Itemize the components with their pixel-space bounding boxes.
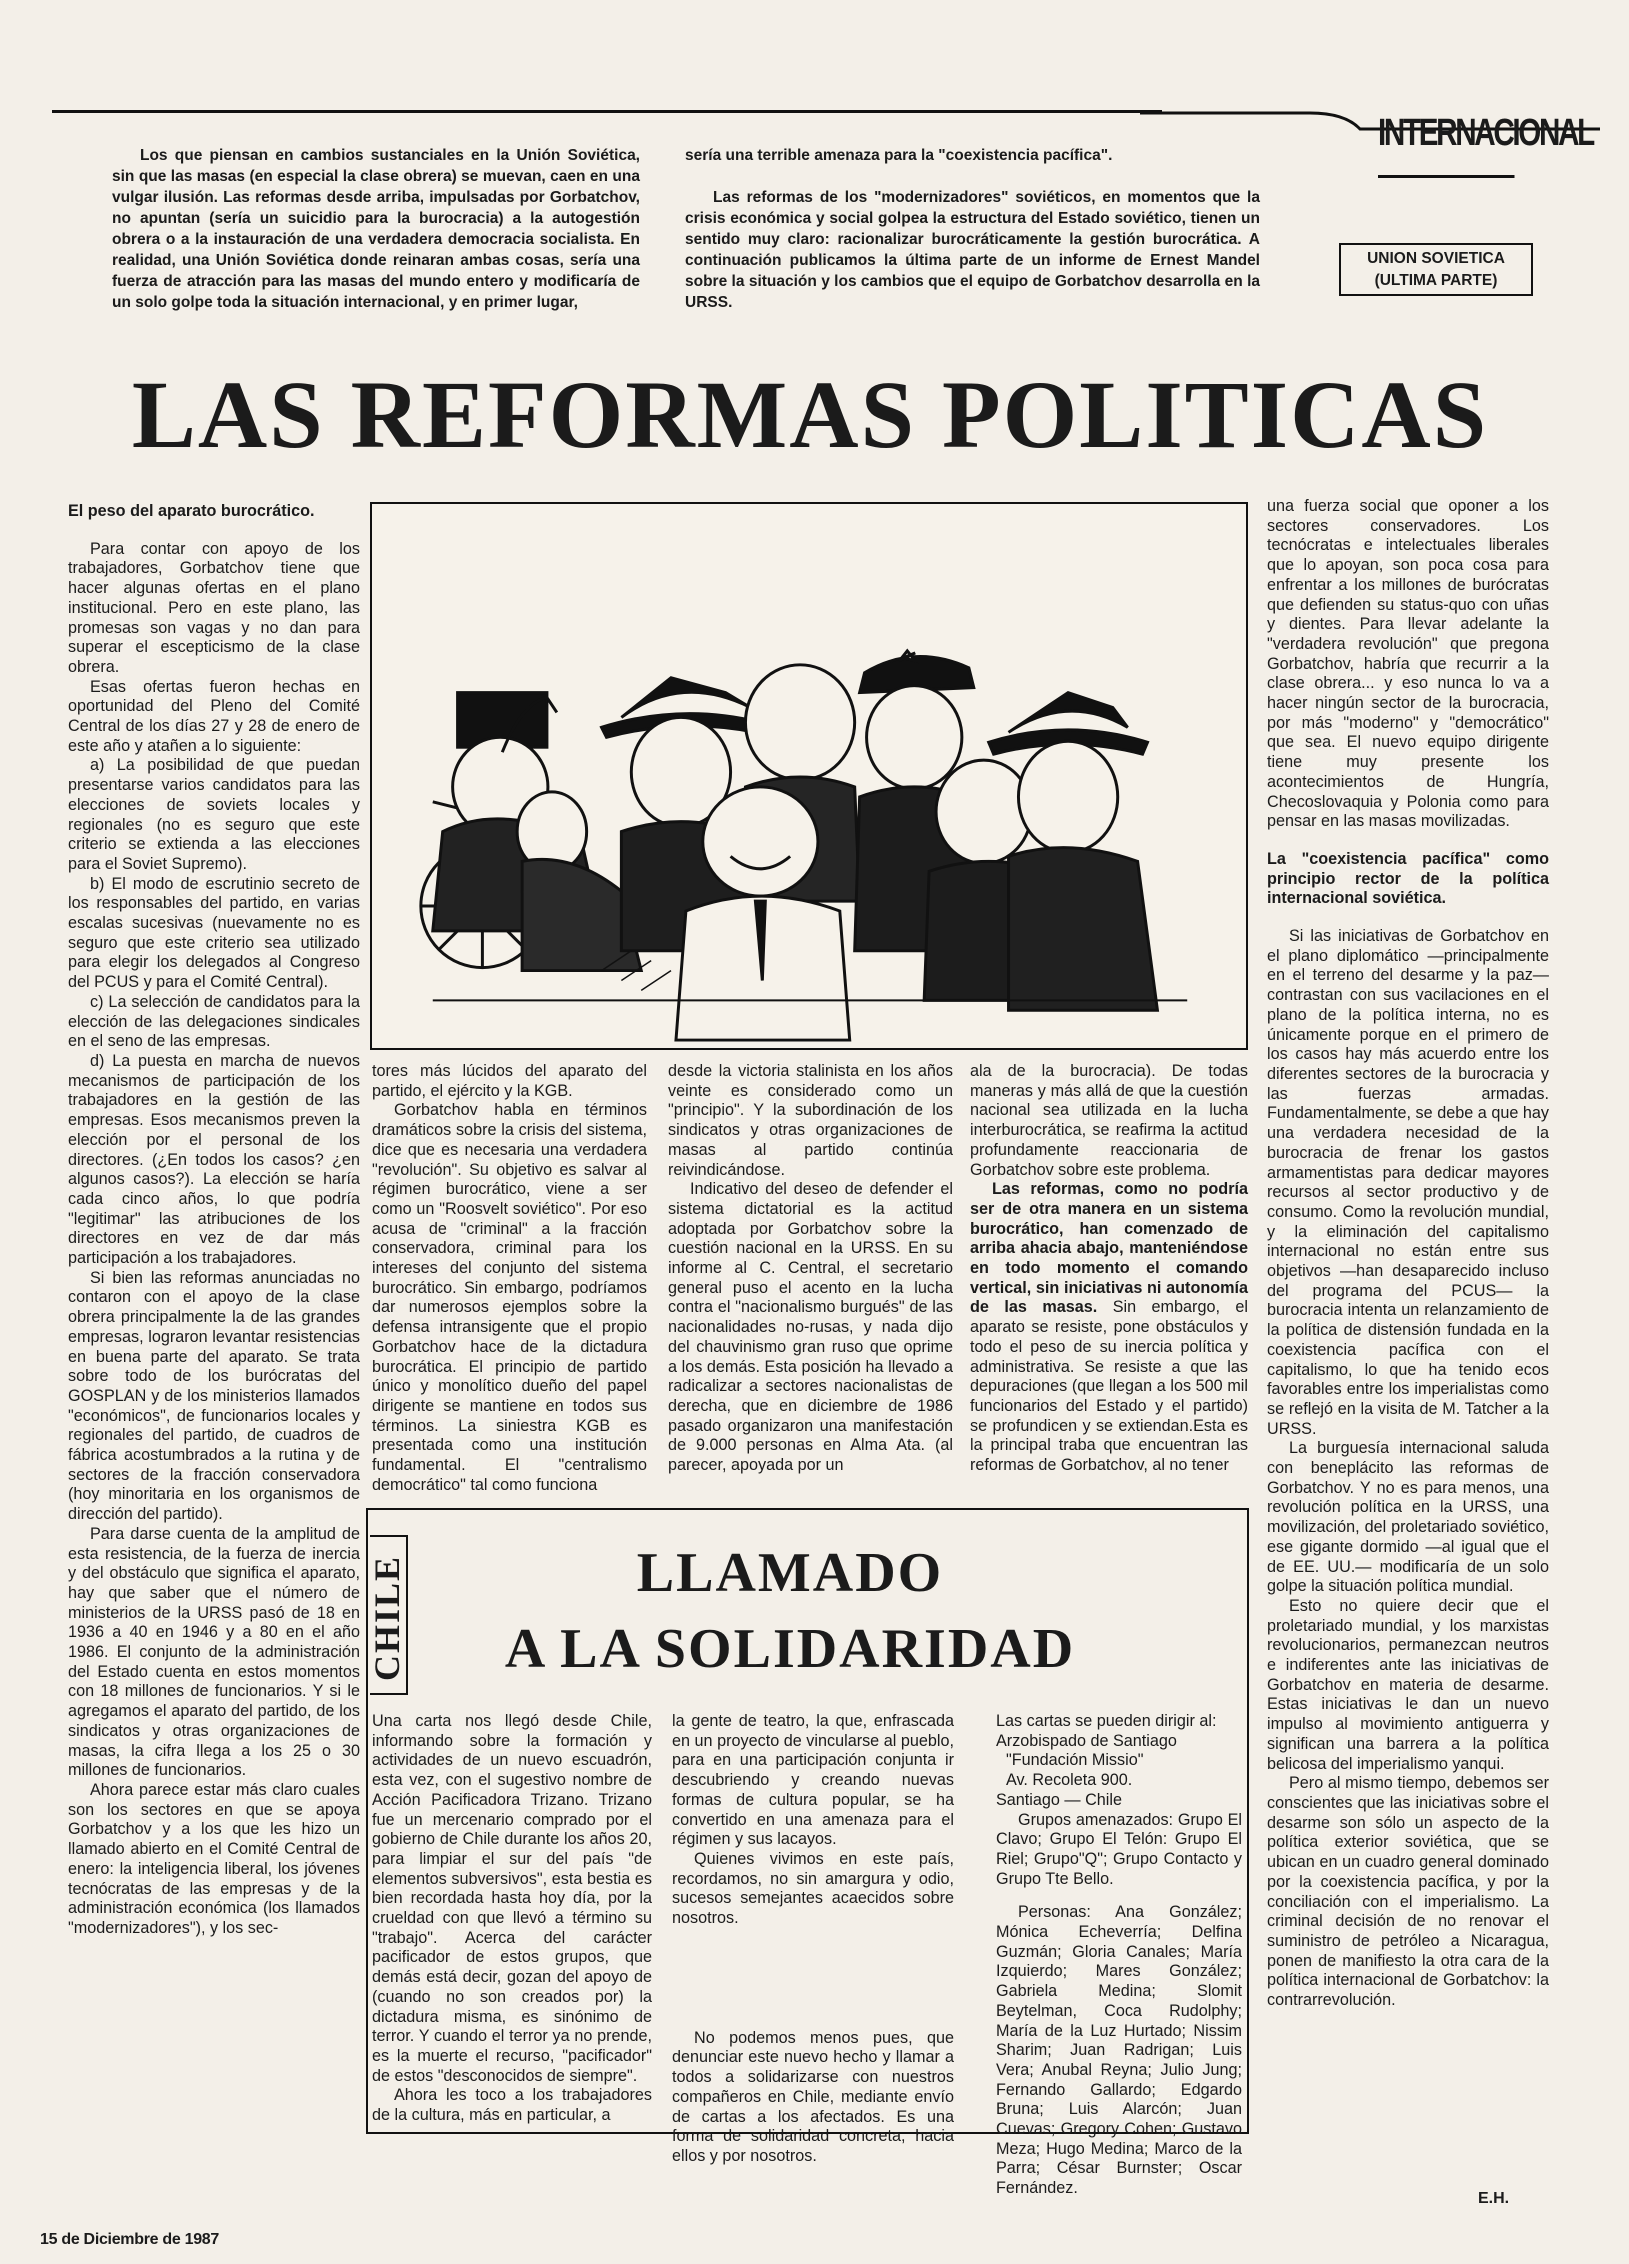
address-line: Las cartas se pueden dirigir al: [996, 1712, 1217, 1730]
section-tag: INTERNACIONAL [1378, 112, 1515, 178]
paragraph: Ahora parece estar más claro cuales son los sectores en que se apoya Gorbatchov y a los que les hizo un llamado abierto en el Comité Central de enero: la inteligencia liberal, los jóvenes tecnócratas de las empresas y de la administración económica (los llamados "modernizadores"), y los sec- [68, 1781, 360, 1937]
intro-right-para: sería una terrible amenaza para la "coexistencia pacífica". [685, 147, 1113, 164]
paragraph: tores más lúcidos del aparato del partido, el ejército y la KGB. [372, 1062, 647, 1100]
paragraph: Para darse cuenta de la amplitud de esta resistencia, de la fuerza de inercia y del obstáculo que significa el aparato, hay que saber que el número de ministerios de la URSS pasó de 18 en 1936 a 40 en 1946 y a 80 en el año 1986. El conjunto de la administración del Estado cuenta en estos momentos con 18 millones de funcionarios. Y si le agregamos el aparato del partido, de los sindicatos y otras organizaciones de masas, la cifra llega a los 25 o 30 millones de funcionarios. [68, 1524, 360, 1780]
article-column-4 [970, 1062, 1248, 1492]
intro-left: Los que piensan en cambios sustanciales en la Unión Soviética, sin que las masas (en especial la clase obrera) se muevan, caen en una vulgar ilusión. Las reformas desde arriba, impulsadas por Gorbatchov, no apuntan (sería un suicidio para la burocracia) a la autogestión obrera o a la instauración de una verdadera democracia socialista. En realidad, una Unión Soviética donde reinaran ambas cosas, sería una fuerza de atracción para las masas del mundo entero y modificaría de un solo golpe toda la situación internacional, y en primer lugar, [112, 147, 640, 311]
subhead: La "coexistencia pacífica" como principio rector de la política internacional soviética. [1267, 849, 1549, 908]
chile-title-line: A LA SOLIDARIDAD [504, 1618, 1076, 1680]
paragraph: c) La selección de candidatos para la elección de las delegaciones sindicales en el seno de las empresas. [68, 992, 360, 1051]
chile-column-1 [372, 1712, 652, 2125]
address-line: Arzobispado de Santiago [996, 1731, 1177, 1750]
article-column-2 [372, 1062, 647, 1492]
chile-title [470, 1535, 1110, 1687]
intro-right-para: Las reformas de los "modernizadores" soviéticos, en momentos que la crisis económica y social golpea la estructura del Estado soviético, tienen un sentido muy claro: racionalizar burocráticamente la gestión burocrática. A continuación publicamos la última parte de un informe de Ernest Mandel sobre la situación y los cambios que el equipo de Gorbatchov desarrolla en la URSS. [685, 189, 1260, 311]
cartoon-drawing [372, 504, 1246, 1048]
paragraph: Una carta nos llegó desde Chile, informando sobre la formación y actividades de un nuevo escuadrón, esta vez, con el sugestivo nombre de Acción Pacificadora Trizano. Trizano fue un mercenario comprado por el gobierno de Chile durante los años 20, para limpiar el sur del país "de elementos subversivos", esta bestia es bien recordada hasta hoy día, por la crueldad con que llevó a término su "trabajo". Acerca del carácter pacificador de estos grupos, que demás está decir, gozan del apoyo de (cuando no son creados por) la dictadura misma, es sinónimo de terror. Y cuando el terror ya no prende, es la muerte el recurso, "pacificador" de estos "desconocidos de siempre". [372, 1712, 652, 2085]
series-line: (ULTIMA PARTE) [1374, 272, 1498, 289]
paragraph: la gente de teatro, la que, enfrascada en un proyecto de vincularse al pueblo, para en una participación conjunta ir descubriendo y creando nuevas formas de cultura popular, se ha convertido en una amenaza para el régimen y sus lacayos. [672, 1712, 954, 1849]
chile-column-2 [672, 1712, 954, 2165]
paragraph: Grupos amenazados: Grupo El Clavo; Grupo El Telón: Grupo El Riel; Grupo"Q"; Grupo Contacto y Grupo Tte Bello. [996, 1810, 1242, 1888]
subhead: El peso del aparato burocrático. [68, 502, 315, 520]
paragraph: Pero al mismo tiempo, debemos ser conscientes que las iniciativas sobre el desarme son sólo un aspecto de la política exterior soviética, que se ubican en un cuadro general dominado por la coexistencia pacífica, y por la conciliación con el imperialismo. La criminal decisión de no renovar el suministro de petróleo a Nicaragua, ponen de manifiesto la otra cara de la política internacional de Gorbatchov: la contrarrevolución. [1267, 1774, 1549, 2010]
top-rule [52, 110, 1162, 113]
article-column-1 [68, 502, 360, 2207]
page-date: 15 de Diciembre de 1987 [40, 2231, 219, 2248]
paragraph: d) La puesta en marcha de nuevos mecanismos de participación de los trabajadores en la gestión de las empresas. Esos mecanismos preven la elección por el personal de los directores. (¿En todos los casos? ¿en algunos casos?). La elección se haría cada cinco años, lo que podría "legitimar" las atribuciones de los directores en vez de dar más participación a los trabajadores. [68, 1051, 360, 1268]
paragraph: una fuerza social que oponer a los sectores conservadores. Los tecnócratas e intelectuales liberales que lo apoyan, son poca cosa para enfrentar a los millones de burócratas que defienden su status-quo con uñas y dientes. Para llevar adelante la "verdadera revolución" que pregona Gorbatchov, habría que recurrir a la clase obrera... y eso nunca lo va a hacer ningún sector de la burocracia, por más "moderno" y "democrático" que sea. El nuevo equipo dirigente tiene muy presente los acontecimientos de Hungría, Checoslovaquia y Polonia como para pensar en las masas movilizadas. [1267, 497, 1549, 831]
paragraph: La burguesía internacional saluda con beneplácito las reformas de Gorbatchov. Y no es para menos, una revolución política en la URSS, una movilización, del proletariado soviético, ese gigante dormido —al igual que el de EE. UU.— modificaría de un solo golpe la situación política mundial. [1267, 1439, 1549, 1596]
cartoon-illustration [370, 502, 1248, 1050]
address-line: Santiago — Chile [996, 1790, 1122, 1809]
paragraph: Ahora les toco a los trabajadores de la cultura, más en particular, a [372, 2086, 652, 2125]
headline: LAS REFORMAS POLITICAS [131, 361, 1489, 468]
address-line: "Fundación Missio" [1006, 1751, 1144, 1770]
paragraph: Si las iniciativas de Gorbatchov en el plano diplomático —principalmente en el terreno del desarme y la paz— contrastan con sus vacilaciones en el plano de la política interna, no es únicamente porque en el primero de los casos hay más acuerdo entre los diferentes sectores de la burocracia y las fuerzas armadas. Fundamentalmente, se debe a que hay una verdadera necesidad de la burocracia de frenar los gastos armamentistas para dedicar mayores recursos al sector productivo y de consumo. Como la revolución mundial, y la eliminación del capitalismo internacional no están entre sus objetivos —han desaparecido incluso del programa del PCUS— la burocracia intenta un relanzamiento de la política de distensión fundada en la coexistencia pacífica con el capitalismo, lo que ha tenido ecos favorables entre los imperialistas como se reflejó en la visita de M. Tatcher a la URSS. [1267, 927, 1549, 1438]
author-signature: E.H. [1478, 2190, 1510, 2207]
paragraph: ala de la burocracia). De todas maneras y más allá de que la cuestión nacional sea utilizada en la lucha interburocrática, se reafirma la actitud profundamente reaccionaria de Gorbatchov sobre este problema. [970, 1062, 1248, 1179]
paragraph: Gorbatchov habla en términos dramáticos sobre la crisis del sistema, dice que es necesaria una verdadera "revolución". Su objetivo es salvar al régimen burocrático, viene a ser como un "Roosvelt soviético". Por eso acusa de "criminal" a la fracción conservadora, criminal para los intereses del conjunto del sistema burocrático. Sin embargo, podríamos dar numerosos ejemplos sobre la defensa intransigente que el propio Gorbatchov hace de la dictadura burocrática. El principio de partido único y monolítico dueño del papel dirigente se mantiene en todos sus términos. La siniestra KGB es presentada como una institución fundamental. El "centralismo democrático" tal como funciona [372, 1101, 647, 1494]
paragraph: desde la victoria stalinista en los años veinte es considerado como un "principio". Y la subordinación de los sindicatos y otras organizaciones de masas al partido continúa reivindicándose. [668, 1062, 953, 1179]
paragraph-text: Sin embargo, el aparato se resiste, pone obstáculos y todo el peso de su inercia política y administrativa. Se resiste a que las depuraciones (que llegan a los 500 mil funcionarios del Estado y el partido) se profundicen y se extiendan.Esta es la principal traba que encuentran las reformas de Gorbatchov, al no tener [970, 1298, 1249, 1475]
chile-tab-label: CHILE [367, 1554, 407, 1682]
paragraph: a) La posibilidad de que puedan presentarse varios candidatos para las elecciones de soviets locales y regionales (no es seguro que este criterio se extienda a las elecciones para el Soviet Supremo). [68, 756, 360, 873]
intro-right [685, 145, 1260, 313]
article-column-5 [1267, 497, 1549, 2197]
paragraph: b) El modo de escrutinio secreto de los responsables del partido, en varias escalas sucesivas (nuevamente no es seguro que este criterio sea utilizado para elegir los delegados al Congreso del PCUS y para el Comité Central). [68, 874, 360, 992]
chile-title-line: LLAMADO [636, 1542, 944, 1604]
series-line: UNION SOVIETICA [1367, 250, 1505, 267]
paragraph: Personas: Ana González; Mónica Echeverría; Delfina Guzmán; Gloria Canales; María Izquierdo; Mares González; Gabriela Medina; Slomit Beytelman, Coca Rudolphy; María de la Luz Hurtado; Nissim Sharim; Juan Radrigan; Luis Vera; Anubal Reyna; Julio Jung; Fernando Gallardo; Edgardo Bruna; Luis Alarcón; Juan Cuevas; Gregory Cohen; Gustavo Meza; Hugo Medina; Marco de la Parra; César Burnster; Oscar Fernández. [996, 1903, 1242, 2198]
paragraph [970, 1180, 1248, 1476]
paragraph: Para contar con apoyo de los trabajadores, Gorbatchov tiene que hacer algunas ofertas en el plano institucional. Pero en este plano, las promesas son vagas y no dan para superar el escepticismo de la clase obrera. [68, 539, 360, 676]
paragraph: Esas ofertas fueron hechas en oportunidad del Pleno del Comité Central de los días 27 y 28 de enero de este año y atañen a lo siguiente: [68, 677, 360, 755]
article-column-3 [668, 1062, 953, 1492]
paragraph: Si bien las reformas anunciadas no contaron con el apoyo de la clase obrera principalmente la de las grandes empresas, lograron levantar resistencias en buena parte del aparato. Se trata sobre todo de los burócratas del GOSPLAN y de los ministerios llamados "económicos", de funcionarios locales y regionales del partido, de cuadros de fábrica acostumbrados a la rutina y de sectores de la fracción conservadora (hoy minoritaria en los organismos de dirección del partido). [68, 1268, 360, 1524]
paragraph: Indicativo del deseo de defender el sistema dictatorial es la actitud adoptada por Gorbatchov sobre la cuestión nacional en la URSS. En su informe al C. Central, el secretario general puso el acento en la lucha contra el "nacionalismo burgués" de las nacionalidades no-rusas, y nada dijo del chauvinismo gran ruso que oprime a los demás. Esta posición ha llevado a radicalizar a sectores nacionalistas de derecha, que en diciembre de 1986 pasado organizaron una manifestación de 9.000 personas en Alma Ata. (al parecer, apoyada por un [668, 1180, 953, 1475]
chile-tab [367, 1535, 408, 1695]
paragraph: Esto no quiere decir que el proletariado mundial, y los marxistas revolucionarios, permanezcan neutros e indiferentes ante las iniciativas de Gorbatchov en materia de desarme. Estas iniciativas le dan un nuevo impulso al movimiento antiguerra y significan una barrera a la política belicosa del imperialismo yanqui. [1267, 1596, 1549, 1773]
bold-text: Las reformas, como no podría ser de otra manera en un sistema burocrático, han comenzado de arriba ahacia abajo, manteniéndose en todo momento el comando vertical, sin iniciativas ni autonomía de las masas. [970, 1180, 1248, 1317]
series-box [1339, 243, 1533, 296]
paragraph: No podemos menos pues, que denunciar este nuevo hecho y llamar a todos a solidarizarse con nuestros compañeros en Chile, mediante envío de cartas a los afectados. Es una forma de solidaridad concreta, hacia ellos y por nosotros. [672, 2028, 954, 2165]
paragraph: Quienes vivimos en este país, recordamos, no sin amargura y odio, sucesos semejantes acaecidos sobre nosotros. [672, 1849, 954, 1928]
address-line: Av. Recoleta 900. [1006, 1771, 1133, 1790]
chile-column-3 [996, 1712, 1242, 2198]
